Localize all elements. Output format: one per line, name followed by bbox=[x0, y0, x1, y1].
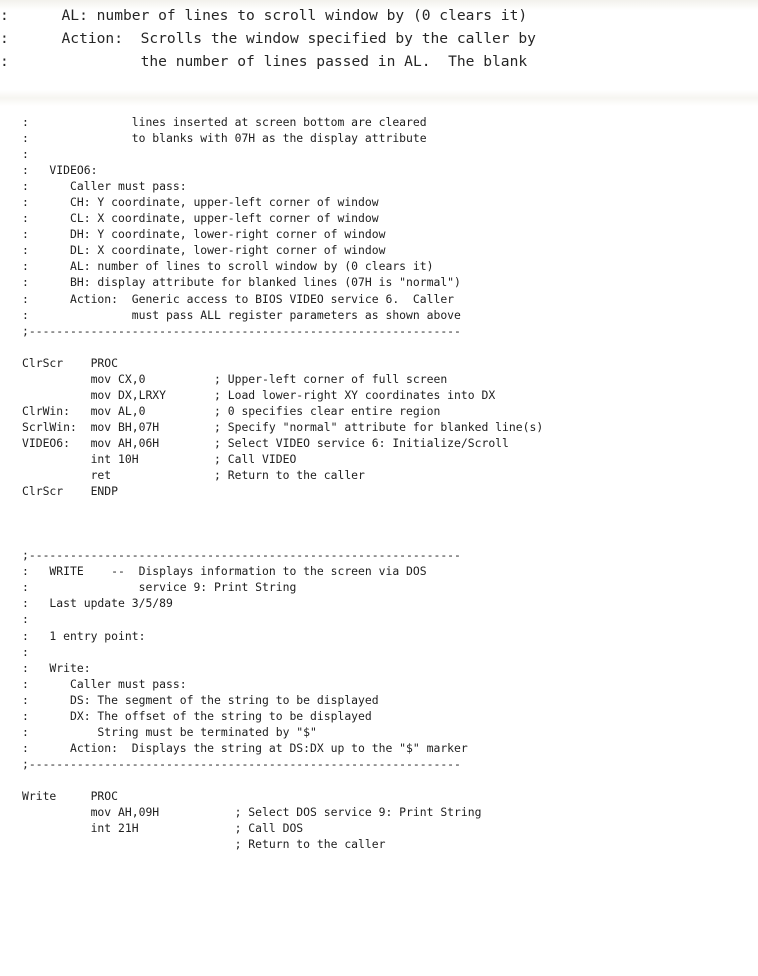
code-line bbox=[22, 531, 543, 547]
code-line: : Action: Displays the string at DS:DX up to the "$" marker bbox=[22, 740, 468, 755]
code-line: : service 9: Print String bbox=[22, 580, 297, 595]
code-line: : bbox=[22, 147, 29, 162]
code-line: : to blanks with 07H as the display attribute bbox=[22, 131, 427, 146]
code-line: : Caller must pass: bbox=[22, 676, 187, 691]
code-line bbox=[22, 499, 543, 515]
code-line: ClrScr ENDP bbox=[22, 484, 119, 499]
code-line: int 10H ; Call VIDEO bbox=[22, 451, 297, 466]
code-line: : DL: X coordinate, lower-right corner of window bbox=[22, 243, 386, 258]
code-line: : DX: The offset of the string to be displayed bbox=[22, 708, 372, 723]
code-line: : DH: Y coordinate, lower-right corner of window bbox=[22, 227, 386, 242]
code-line: : must pass ALL register parameters as shown above bbox=[22, 307, 461, 322]
code-block-continued-header bbox=[0, 4, 536, 73]
code-line: : VIDEO6: bbox=[22, 163, 98, 178]
code-line: : 1 entry point: bbox=[22, 628, 146, 643]
code-line: ;--------------------------------------------------------------- bbox=[22, 548, 461, 563]
code-line: mov CX,0 ; Upper-left corner of full screen bbox=[22, 371, 448, 386]
code-line bbox=[22, 339, 543, 355]
code-line: Write PROC bbox=[22, 788, 119, 803]
fold-shade bbox=[0, 90, 758, 106]
code-line: ;--------------------------------------------------------------- bbox=[22, 756, 461, 771]
code-line: : AL: number of lines to scroll window by (0 clears it) bbox=[22, 259, 434, 274]
code-line: VIDEO6: mov AH,06H ; Select VIDEO service 6: Initialize/Scroll bbox=[22, 435, 509, 450]
code-line-cut-off: ; Return to the caller bbox=[22, 837, 386, 852]
code-line: int 21H ; Call DOS bbox=[22, 821, 304, 836]
code-line: : Caller must pass: bbox=[22, 179, 187, 194]
code-line: : DS: The segment of the string to be displayed bbox=[22, 692, 379, 707]
code-line: ClrScr PROC bbox=[22, 355, 119, 370]
code-line: ret ; Return to the caller bbox=[22, 468, 365, 483]
code-line: : String must be terminated by "$" bbox=[22, 724, 317, 739]
code-line: : Last update 3/5/89 bbox=[22, 596, 173, 611]
code-line: : bbox=[22, 644, 29, 659]
code-line: ;--------------------------------------------------------------- bbox=[22, 323, 461, 338]
code-line: : Action: Scrolls the window specified by the caller by bbox=[0, 30, 536, 47]
code-line: : bbox=[22, 612, 29, 627]
code-line: : lines inserted at screen bottom are cleared bbox=[22, 115, 427, 129]
code-line: : the number of lines passed in AL. The blank bbox=[0, 53, 528, 70]
code-line: : BH: display attribute for blanked lines (07H is "normal") bbox=[22, 275, 461, 290]
code-line: mov AH,09H ; Select DOS service 9: Print String bbox=[22, 805, 482, 820]
code-line: ClrWin: mov AL,0 ; 0 specifies clear entire region bbox=[22, 403, 441, 418]
code-line: : CH: Y coordinate, upper-left corner of window bbox=[22, 195, 379, 210]
code-line: : AL: number of lines to scroll window by (0 clears it) bbox=[0, 7, 528, 24]
code-line: ScrlWin: mov BH,07H ; Specify "normal" attribute for blanked line(s) bbox=[22, 419, 544, 434]
code-line: : Action: Generic access to BIOS VIDEO service 6. Caller bbox=[22, 291, 455, 306]
code-line: mov DX,LRXY ; Load lower-right XY coordinates into DX bbox=[22, 387, 496, 402]
code-line bbox=[22, 772, 543, 788]
code-line: : WRITE -- Displays information to the screen via DOS bbox=[22, 564, 427, 579]
code-line bbox=[22, 515, 543, 531]
code-listing bbox=[22, 114, 544, 852]
code-line: : Write: bbox=[22, 660, 91, 675]
code-line: : CL: X coordinate, upper-left corner of window bbox=[22, 211, 379, 226]
